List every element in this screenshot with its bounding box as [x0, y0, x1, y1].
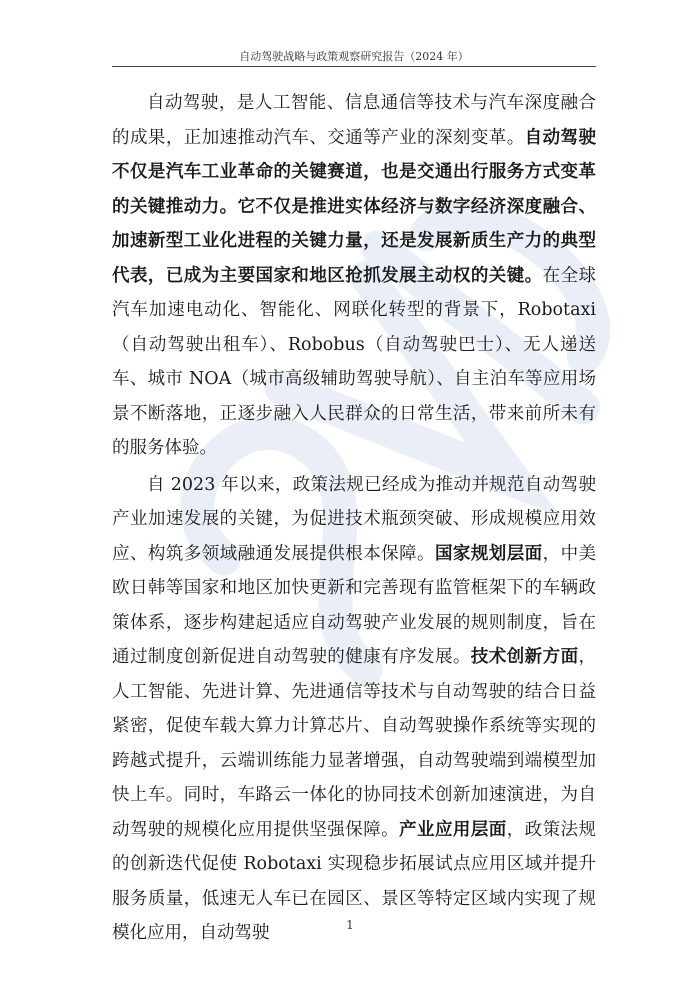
- body-paragraph-1: [112, 86, 596, 466]
- section-lead-industry-application: 产业应用层面: [399, 819, 507, 840]
- paragraph-run: ，政策法规的创新迭代促使 Robotaxi 实现稳步拓展试点应用区域并提升服务质量，低速无人车已在园区、景区等特定区域内实现了规模化应用，自动驾驶: [112, 819, 597, 943]
- emphasis-run: 自动驾驶不仅是汽车工业革命的关键赛道，也是交通出行服务方式变革的关键推动力。它不仅是推进实体经济与数字经济深度融合、加速新型工业化进程的关键力量，还是发展新质生产力的典型代表，已成为主要国家和地区抢抓发展主动权的关键。: [112, 127, 596, 286]
- page-number: 1: [346, 918, 354, 932]
- header-divider: [112, 66, 596, 67]
- paragraph-run: ，人工智能、先进计算、先进通信等技术与自动驾驶的结合日益紧密，促使车载大算力计算芯片、自动驾驶操作系统等实现的跨越式提升，云端训练能力显著增强，自动驾驶端到端模型加快上车。同时，车路云一体化的协同技术创新加速演进，为自动驾驶的规模化应用提供坚强保障。: [112, 647, 597, 840]
- report-body: [112, 86, 596, 951]
- section-lead-national-planning: 国家规划层面: [434, 543, 543, 564]
- paragraph-run: ，中美欧日韩等国家和地区加快更新和完善现有监管框架下的车辆政策体系，逐步构建起适应自动驾驶产业发展的规则制度，旨在通过制度创新促进自动驾驶的健康有序发展。: [112, 543, 597, 667]
- paragraph-run: 自 2023 年以来，政策法规已经成为推动并规范自动驾驶产业加速发展的关键，为促进技术瓶颈突破、形成规模应用效应、构筑多领域融通发展提供根本保障。: [112, 474, 596, 564]
- running-header: 自动驾驶战略与政策观察研究报告（2024 年）: [239, 50, 469, 63]
- section-lead-technology-innovation: 技术创新方面: [470, 647, 579, 667]
- body-paragraph-2: [112, 468, 596, 951]
- paragraph-run: 自动驾驶，是人工智能、信息通信等技术与汽车深度融合的成果，正加速推动汽车、交通等产业的深刻变革。: [112, 93, 596, 148]
- paragraph-run: 在全球汽车加速电动化、智能化、网联化转型的背景下，Robotaxi（自动驾驶出租车）、Robobus（自动驾驶巴士）、无人递送车、城市 NOA（城市高级辅助驾驶导航）、自主泊车等应用场景不断落地，正逐步融入人民群众的日常生活，带来前所未有的服务体验。: [112, 265, 597, 458]
